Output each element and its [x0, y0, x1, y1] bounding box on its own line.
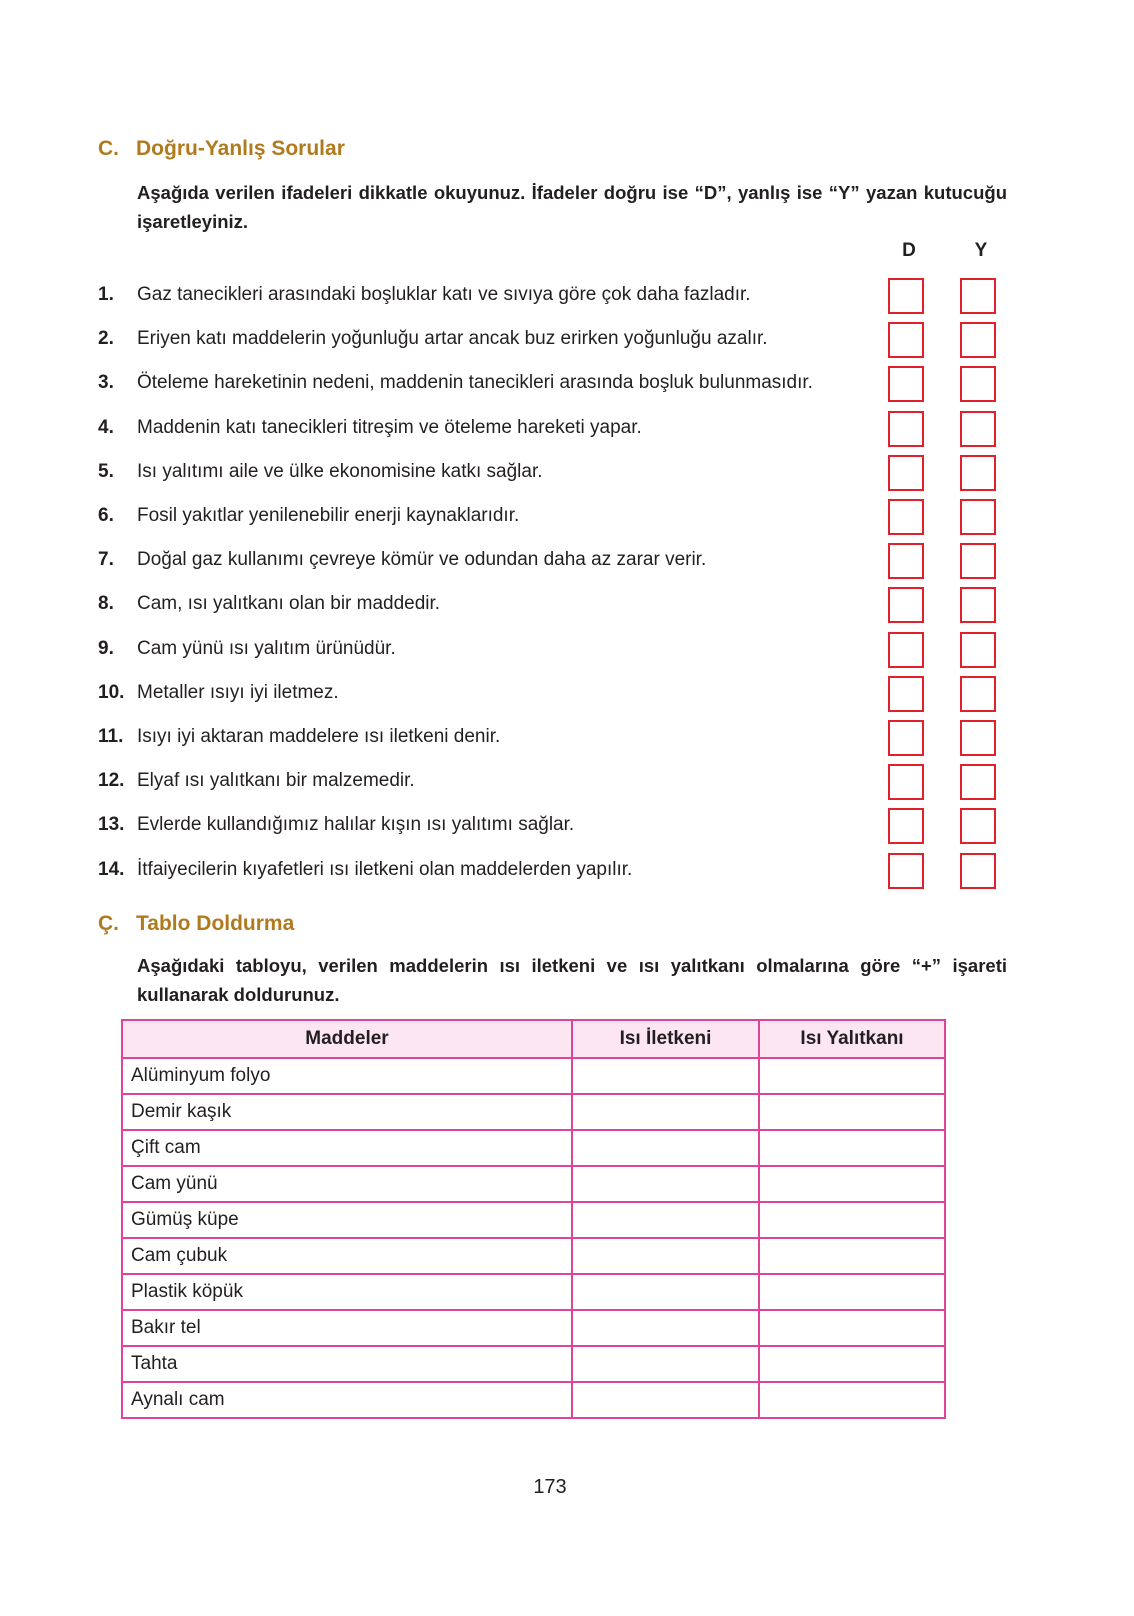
- question-text: Evlerde kullandığımız halılar kışın ısı yalıtımı sağlar.: [137, 814, 575, 836]
- question-number: 8.: [98, 593, 114, 615]
- question-number: 6.: [98, 505, 114, 526]
- material-cell: Demir kaşık: [122, 1094, 572, 1130]
- material-cell: Tahta: [122, 1346, 572, 1382]
- material-cell: Gümüş küpe: [122, 1202, 572, 1238]
- question-number: 12.: [98, 770, 125, 792]
- table-row: [122, 1058, 945, 1094]
- table-row: [122, 1238, 945, 1274]
- question-text: İtfaiyecilerin kıyafetleri ısı iletkeni olan maddelerden yapılır.: [137, 858, 633, 880]
- question-text: Öteleme hareketinin nedeni, maddenin tanecikleri arasında boşluk bulunmasıdır.: [137, 372, 813, 394]
- table-row: [122, 1202, 945, 1238]
- checkbox-y[interactable]: [960, 764, 996, 800]
- insulator-cell[interactable]: [759, 1202, 945, 1238]
- checkbox-y[interactable]: [960, 676, 996, 712]
- insulator-cell[interactable]: [759, 1094, 945, 1130]
- checkbox-d[interactable]: [888, 322, 924, 358]
- column-header-y: Y: [974, 240, 988, 261]
- conductor-cell[interactable]: [572, 1310, 759, 1346]
- section-c-title: [98, 137, 345, 161]
- question-item: [98, 678, 858, 708]
- insulator-cell[interactable]: [759, 1238, 945, 1274]
- section-cc-letter: Ç.: [98, 912, 119, 935]
- material-cell: Aynalı cam: [122, 1382, 572, 1418]
- question-text: Cam, ısı yalıtkanı olan bir maddedir.: [137, 593, 441, 615]
- question-text: Elyaf ısı yalıtkanı bir malzemedir.: [137, 770, 415, 792]
- question-text: Isı yalıtımı aile ve ülke ekonomisine katkı sağlar.: [137, 460, 543, 482]
- question-item: [98, 368, 858, 398]
- question-number: 3.: [98, 372, 114, 394]
- insulator-cell[interactable]: [759, 1058, 945, 1094]
- question-text: Doğal gaz kullanımı çevreye kömür ve odundan daha az zarar verir.: [137, 549, 707, 571]
- question-number: 4.: [98, 416, 114, 438]
- checkbox-d[interactable]: [888, 632, 924, 668]
- section-c-heading: Doğru-Yanlış Sorular: [136, 137, 345, 160]
- question-item: [98, 280, 858, 310]
- conductor-cell[interactable]: [572, 1274, 759, 1310]
- question-item: [98, 501, 858, 531]
- question-number: 13.: [98, 814, 125, 836]
- material-cell: Cam yünü: [122, 1166, 572, 1202]
- insulator-cell[interactable]: [759, 1382, 945, 1418]
- checkbox-d[interactable]: [888, 720, 924, 756]
- checkbox-d[interactable]: [888, 808, 924, 844]
- conductor-cell[interactable]: [572, 1094, 759, 1130]
- table-row: [122, 1382, 945, 1418]
- checkbox-y[interactable]: [960, 720, 996, 756]
- question-number: 1.: [98, 284, 114, 305]
- conductor-cell[interactable]: [572, 1238, 759, 1274]
- checkbox-d[interactable]: [888, 455, 924, 491]
- question-item: [98, 324, 858, 354]
- question-number: 9.: [98, 637, 114, 659]
- table-row: [122, 1346, 945, 1382]
- header-maddeler: Maddeler: [122, 1020, 572, 1058]
- page-number: 173: [533, 1476, 567, 1498]
- section-c-instructions: Aşağıda verilen ifadeleri dikkatle okuyunuz. İfadeler doğru ise “D”, yanlış ise “Y” yazan kutucuğu işaretleyiniz.: [137, 182, 1007, 232]
- column-header-d: D: [902, 240, 916, 261]
- insulator-cell[interactable]: [759, 1346, 945, 1382]
- checkbox-d[interactable]: [888, 587, 924, 623]
- checkbox-y[interactable]: [960, 322, 996, 358]
- insulator-cell[interactable]: [759, 1130, 945, 1166]
- question-item: [98, 634, 858, 664]
- checkbox-d[interactable]: [888, 499, 924, 535]
- question-text: Fosil yakıtlar yenilenebilir enerji kaynaklarıdır.: [137, 505, 520, 526]
- question-item: [98, 589, 858, 619]
- conductor-cell[interactable]: [572, 1130, 759, 1166]
- material-cell: Plastik köpük: [122, 1274, 572, 1310]
- question-text: Eriyen katı maddelerin yoğunluğu artar ancak buz erirken yoğunluğu azalır.: [137, 328, 768, 350]
- section-cc-instructions: Aşağıdaki tabloyu, verilen maddelerin ısı iletkeni ve ısı yalıtkanı olmalarına göre “+” işareti kullanarak doldurunuz.: [137, 955, 1007, 1005]
- question-text: Maddenin katı tanecikleri titreşim ve öteleme hareketi yapar.: [137, 416, 642, 438]
- question-text: Metaller ısıyı iyi iletmez.: [137, 681, 339, 703]
- table-row: [122, 1166, 945, 1202]
- question-number: 7.: [98, 549, 114, 571]
- question-number: 11.: [98, 726, 124, 747]
- insulator-cell[interactable]: [759, 1274, 945, 1310]
- question-item: [98, 766, 858, 796]
- question-number: 2.: [98, 328, 114, 350]
- question-item: [98, 722, 858, 752]
- material-cell: Cam çubuk: [122, 1238, 572, 1274]
- question-text: Isıyı iyi aktaran maddelere ısı iletkeni denir.: [137, 726, 501, 747]
- question-text: Cam yünü ısı yalıtım ürünüdür.: [137, 637, 396, 659]
- checkbox-y[interactable]: [960, 853, 996, 889]
- material-cell: Alüminyum folyo: [122, 1058, 572, 1094]
- question-item: [98, 413, 858, 443]
- header-isi-yalitkani: Isı Yalıtkanı: [759, 1020, 945, 1058]
- insulator-cell[interactable]: [759, 1166, 945, 1202]
- table-row: [122, 1274, 945, 1310]
- question-item: [98, 855, 858, 885]
- question-item: [98, 545, 858, 575]
- checkbox-d[interactable]: [888, 543, 924, 579]
- table-row: [122, 1310, 945, 1346]
- conductor-cell[interactable]: [572, 1166, 759, 1202]
- conductor-insulator-table: [121, 1019, 946, 1419]
- header-isi-iletkeni: Isı İletkeni: [572, 1020, 759, 1058]
- checkbox-y[interactable]: [960, 366, 996, 402]
- checkbox-d[interactable]: [888, 764, 924, 800]
- section-cc-heading: Tablo Doldurma: [136, 912, 295, 935]
- checkbox-y[interactable]: [960, 632, 996, 668]
- checkbox-d[interactable]: [888, 278, 924, 314]
- question-number: 14.: [98, 858, 125, 880]
- table-row: [122, 1094, 945, 1130]
- insulator-cell[interactable]: [759, 1310, 945, 1346]
- table-body: [122, 1058, 945, 1418]
- conductor-cell[interactable]: [572, 1382, 759, 1418]
- checkbox-d[interactable]: [888, 366, 924, 402]
- checkbox-d[interactable]: [888, 853, 924, 889]
- question-number: 10.: [98, 681, 125, 703]
- material-cell: Çift cam: [122, 1130, 572, 1166]
- checkbox-y[interactable]: [960, 411, 996, 447]
- table-header-row: [122, 1020, 945, 1058]
- conductor-cell[interactable]: [572, 1202, 759, 1238]
- checkbox-d[interactable]: [888, 676, 924, 712]
- section-cc-title: [98, 912, 294, 936]
- material-cell: Bakır tel: [122, 1310, 572, 1346]
- checkbox-y[interactable]: [960, 455, 996, 491]
- checkbox-y[interactable]: [960, 543, 996, 579]
- section-c-letter: C.: [98, 137, 119, 160]
- checkbox-d[interactable]: [888, 411, 924, 447]
- question-number: 5.: [98, 460, 114, 482]
- table-row: [122, 1130, 945, 1166]
- question-item: [98, 457, 858, 487]
- checkbox-y[interactable]: [960, 499, 996, 535]
- conductor-cell[interactable]: [572, 1346, 759, 1382]
- conductor-cell[interactable]: [572, 1058, 759, 1094]
- checkbox-y[interactable]: [960, 587, 996, 623]
- question-text: Gaz tanecikleri arasındaki boşluklar katı ve sıvıya göre çok daha fazladır.: [137, 284, 751, 305]
- checkbox-y[interactable]: [960, 808, 996, 844]
- checkbox-y[interactable]: [960, 278, 996, 314]
- question-item: [98, 810, 858, 840]
